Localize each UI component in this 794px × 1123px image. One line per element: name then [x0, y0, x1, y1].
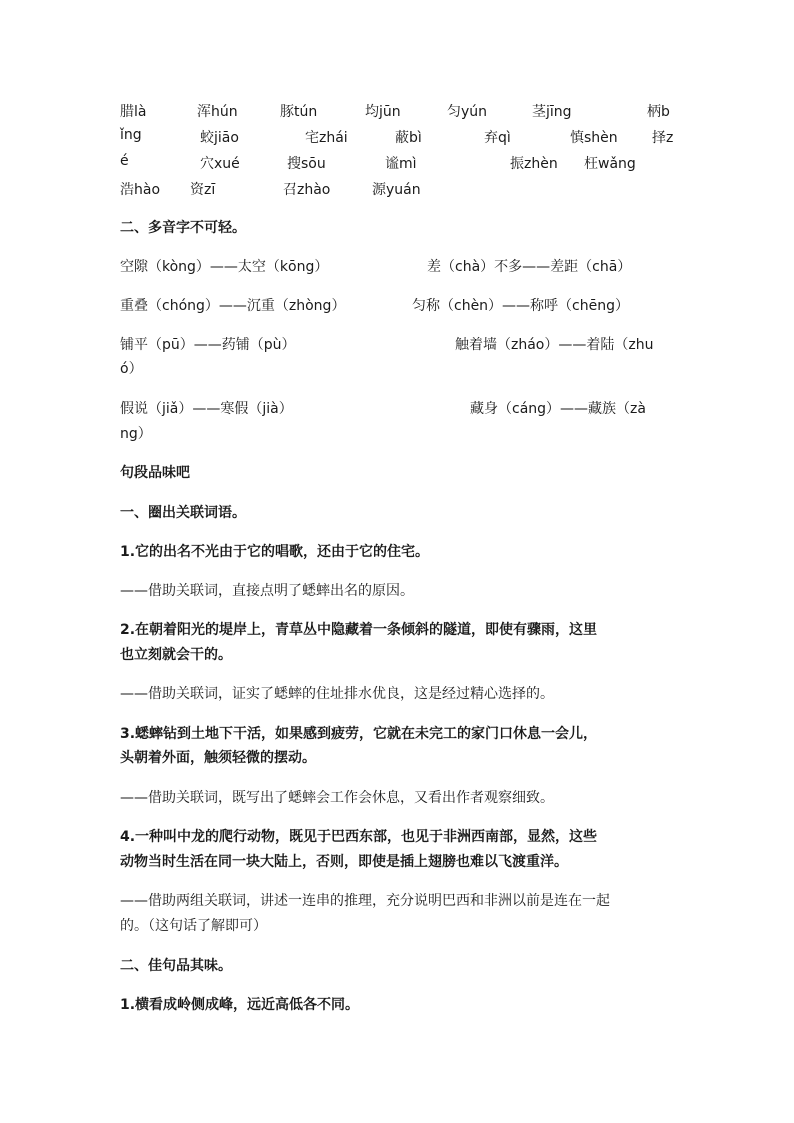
vocab-word: 腊là	[120, 104, 147, 120]
vocab-word: 搜sōu	[287, 156, 326, 172]
vocab-word: 振zhèn	[510, 156, 558, 172]
sentence-item: 1.它的出名不光由于它的唱歌，还由于它的住宅。	[120, 544, 430, 560]
polyphone-right: 差（chà）不多——差距（chā）	[427, 259, 632, 275]
sentence-item-cont: 动物当时生活在同一块大陆上，否则，即使是插上翅膀也难以飞渡重洋。	[120, 854, 568, 870]
vocab-word: 源yuán	[372, 182, 421, 198]
polyphone-left: 重叠（chóng）——沉重（zhòng）	[120, 298, 346, 314]
vocab-word: 蛟jiāo	[200, 130, 239, 146]
sentence-note-cont: 的。（这句话了解即可）	[120, 918, 267, 934]
vocab-word: 择z	[652, 130, 674, 146]
vocab-word: 蔽bì	[395, 130, 422, 146]
sentence-item: 1.横看成岭侧成峰，远近高低各不同。	[120, 997, 360, 1013]
sentence-item: 4.一种叫中龙的爬行动物，既见于巴西东部，也见于非洲西南部，显然，这些	[120, 829, 598, 845]
sentence-item: 3.蟋蟀钻到土地下干活，如果感到疲劳，它就在未完工的家门口休息一会儿，	[120, 726, 598, 742]
vocab-word: 枉wǎng	[584, 156, 636, 172]
polyphone-left: 空隙（kòng）——太空（kōng）	[120, 259, 329, 275]
polyphone-left: 铺平（pū）——药铺（pù）	[120, 337, 296, 353]
sentence-item-cont: 也立刻就会干的。	[120, 647, 232, 663]
vocab-word: 柄b	[647, 104, 670, 120]
vocab-word: 宅zhái	[305, 130, 348, 146]
vocab-word: 浩hào	[120, 182, 161, 198]
sentence-note: ——借助关联词，证实了蟋蟀的住址排水优良，这是经过精心选择的。	[120, 686, 554, 702]
vocab-word: 穴xué	[200, 156, 240, 172]
polyphone-right: 匀称（chèn）——称呼（chēng）	[412, 298, 629, 314]
vocab-word: 召zhào	[283, 182, 331, 198]
polyphone-left: 假说（jiǎ）——寒假（jià）	[120, 401, 293, 417]
sentence-item-cont: 头朝着外面，触须轻微的摆动。	[120, 750, 316, 766]
sentence-note: ——借助关联词，既写出了蟋蟀会工作会休息，又看出作者观察细致。	[120, 790, 554, 806]
sentence-note: ——借助两组关联词，讲述一连串的推理，充分说明巴西和非洲以前是连在一起	[120, 893, 610, 909]
vocab-word: 浑hún	[197, 104, 238, 120]
vocab-word: 豚tún	[280, 104, 318, 120]
vocab-word: 匀yún	[447, 104, 488, 120]
vocab-word: ǐng	[120, 127, 142, 143]
sentence-item: 2.在朝着阳光的堤岸上，青草丛中隐藏着一条倾斜的隧道，即使有骤雨，这里	[120, 622, 598, 638]
vocab-word: é	[120, 153, 129, 169]
polyphone-right: 触着墙（zháo）——着陆（zhu	[455, 337, 654, 353]
vocab-word: 资zī	[190, 182, 216, 198]
subsection-title: 一、圈出关联词语。	[120, 505, 246, 521]
vocab-word: 均jūn	[365, 104, 401, 120]
polyphone-right: 藏身（cáng）——藏族（zà	[470, 401, 646, 417]
vocab-word: 茎jīng	[532, 104, 572, 120]
sentence-note: ——借助关联词，直接点明了蟋蟀出名的原因。	[120, 583, 414, 599]
section-title-polyphone: 二、多音字不可轻。	[120, 220, 246, 236]
polyphone-right-continued: ó）	[120, 361, 143, 377]
section-title-sentence: 句段品味吧	[120, 465, 190, 481]
vocab-word: 慎shèn	[570, 130, 618, 146]
vocab-word: 弃qì	[484, 130, 511, 146]
polyphone-right-continued: ng）	[120, 426, 152, 442]
vocab-word: 谧mì	[385, 156, 417, 172]
subsection-title: 二、佳句品其味。	[120, 958, 232, 974]
